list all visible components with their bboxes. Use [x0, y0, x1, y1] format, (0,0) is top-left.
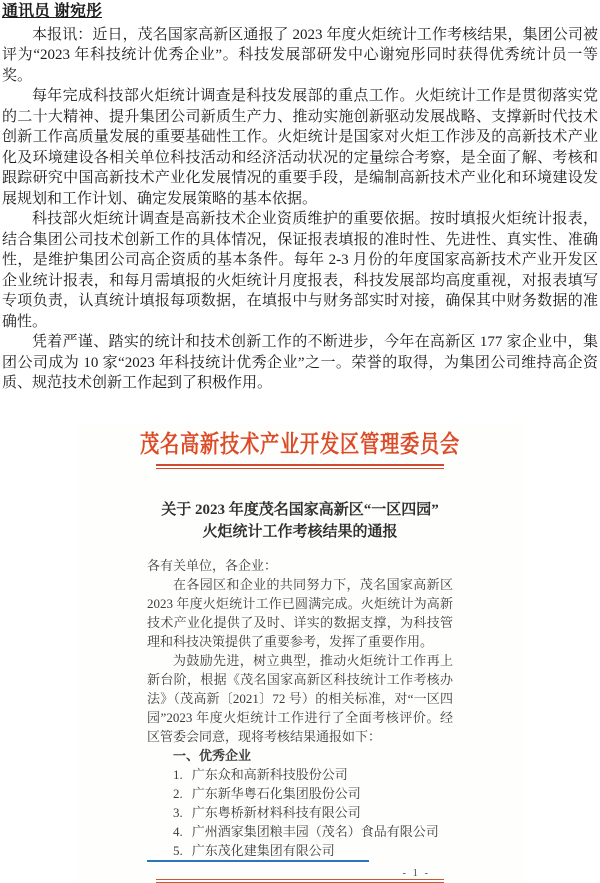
- document-paragraph: 在各园区和企业的共同努力下，茂名国家高新区 2023 年度火炬统计工作已圆满完成。火炬统计为高新技术产业化提供了及时、详实的数据支撑，为科技管理和科技决策提供了重要参考，发挥了重要作用。: [147, 576, 453, 649]
- article-byline: 通讯员 谢宛彤: [2, 3, 103, 20]
- scanned-document: [76, 424, 524, 883]
- footer-double-rule: [156, 879, 444, 883]
- page-number: - 1 -: [402, 867, 430, 879]
- article-paragraph: 科技部火炬统计调查是高新技术企业资质维护的重要依据。按时填报火炬统计报表，结合集团公司技术创新工作的具体情况，保证报表填报的准时性、先进性、真实性、准确性，是维护集团公司高企资质的基本条件。每年 2-3 月份的年度国家高新技术产业开发区企业统计报表，和每月需填报的火炬统计月度报表，科技发展部均高度重视，对报表填写专项负责，认真统计填报每项数据，在填报中与财务部实时对接，确保其中财务数据的准确性。: [2, 211, 598, 330]
- document-footer: [156, 867, 444, 883]
- list-item-number: 1.: [173, 766, 183, 782]
- list-item: [147, 784, 453, 803]
- article-paragraph: 每年完成科技部火炬统计调查是科技发展部的重点工作。火炬统计工作是贯彻落实党的二十大精神、提升集团公司新质生产力、推动实施创新驱动发展战略、支撑新时代技术创新工作高质量发展的重要基础性工作。火炬统计是国家对火炬工作涉及的高新技术产业化及环境建设各相关单位科技活动和经济活动状况的定量综合考察，是全面了解、考核和跟踪研究中国高新技术产业化发展情况的重要手段，是编制高新技术产业化和环境建设发展规划和工作计划、确定发展策略的基本依据。: [2, 88, 598, 207]
- list-item: [147, 765, 453, 784]
- company-name: 广东粤桥新材料科技有限公司: [191, 804, 361, 820]
- company-list: [147, 765, 453, 862]
- document-red-header: [76, 424, 524, 459]
- list-item-highlighted: [147, 841, 369, 862]
- section-heading: 一、优秀企业: [173, 747, 252, 763]
- list-item-number: 2.: [173, 785, 183, 801]
- list-item-number: 4.: [173, 823, 183, 839]
- company-name: 广东茂化建集团有限公司: [191, 842, 335, 858]
- list-item-number: 3.: [173, 804, 183, 820]
- list-item-number: 5.: [173, 842, 183, 858]
- document-title: [76, 499, 524, 543]
- news-article: [0, 0, 600, 394]
- document-salutation: 各有关单位，各企业：: [147, 557, 278, 573]
- article-paragraph: 本报讯：近日，茂名国家高新区通报了 2023 年度火炬统计工作考核结果，集团公司被评为“2023 年科技统计优秀企业”。科技发展部研发中心谢宛彤同时获得优秀统计员一等奖。: [2, 26, 598, 84]
- article-paragraph: 凭着严谨、踏实的统计和技术创新工作的不断进步，今年在高新区 177 家企业中，集团公司成为 10 家“2023 年科技统计优秀企业”之一。荣誉的取得，为集团公司维持高企资质、规范技术创新工作起到了积极作用。: [2, 334, 598, 391]
- agency-name: 茂名高新技术产业开发区管理委员会: [140, 431, 460, 458]
- document-paragraph: 为鼓励先进，树立典型，推动火炬统计工作再上新台阶，根据《茂名国家高新区科技统计工作考核办法》（茂高新〔2021〕72 号）的相关标准，对“一区四园”2023 年度火炬统计工作进行了全面考核评价。经区管委会同意，现将考核结果通报如下：: [147, 652, 453, 744]
- company-name: 广州酒家集团粮丰园（茂名）食品有限公司: [191, 823, 439, 839]
- header-double-rule: [156, 464, 444, 469]
- list-item: [147, 822, 453, 841]
- company-name: 广东众和高新科技股份公司: [191, 766, 348, 782]
- document-title-line2: 火炬统计工作考核结果的通报: [202, 523, 398, 540]
- list-item: [147, 803, 453, 822]
- document-body: [147, 556, 453, 862]
- document-title-line1: 关于 2023 年度茂名国家高新区“一区四园”: [161, 501, 439, 518]
- company-name: 广东新华粤石化集团股份公司: [191, 785, 361, 801]
